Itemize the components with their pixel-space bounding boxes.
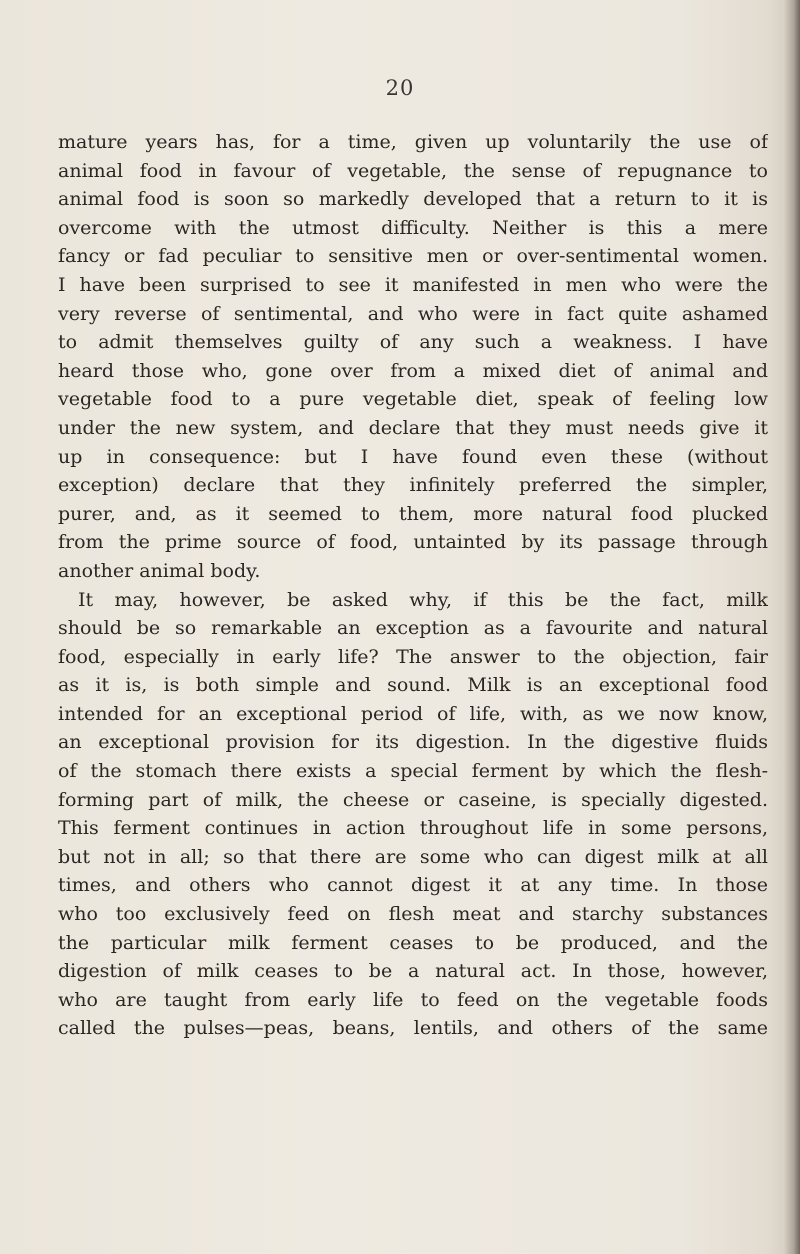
text-line: from the prime source of food, untainted by its passage through — [58, 531, 768, 554]
text-line: animal food is soon so markedly developed that a return to it is — [58, 188, 768, 211]
text-line: to admit themselves guilty of any such a weakness. I have — [58, 331, 768, 354]
text-line: of the stomach there exists a special ferment by which the flesh- — [58, 760, 768, 783]
text-line: animal food in favour of vegetable, the sense of repugnance to — [58, 159, 768, 182]
text-line: digestion of milk ceases to be a natural act. In those, however, — [58, 960, 768, 983]
text-line: called the pulses—peas, beans, lentils, and others of the same — [58, 1017, 768, 1040]
text-line: very reverse of sentimental, and who were in fact quite ashamed — [58, 302, 768, 325]
page-edge-shadow — [784, 0, 800, 1254]
text-line: but not in all; so that there are some who can digest milk at all — [58, 845, 768, 868]
text-line: vegetable food to a pure vegetable diet, speak of feeling low — [58, 388, 768, 411]
text-line: under the new system, and declare that they must needs give it — [58, 416, 768, 439]
text-line: the particular milk ferment ceases to be produced, and the — [58, 931, 768, 954]
text-line: who too exclusively feed on flesh meat and starchy substances — [58, 903, 768, 926]
text-line: as it is, is both simple and sound. Milk is an exceptional food — [58, 674, 768, 697]
text-line: exception) declare that they infinitely preferred the simpler, — [58, 474, 768, 497]
text-line: intended for an exceptional period of life, with, as we now know, — [58, 702, 768, 725]
text-line: who are taught from early life to feed on the vegetable foods — [58, 988, 768, 1011]
text-line: It may, however, be asked why, if this be the fact, milk — [78, 588, 768, 611]
text-line: heard those who, gone over from a mixed diet of animal and — [58, 359, 768, 382]
text-line: mature years has, for a time, given up voluntarily the use of — [58, 131, 768, 153]
body-text — [58, 128, 768, 1043]
text-line: up in consequence: but I have found even these (without — [58, 445, 768, 468]
text-line: should be so remarkable an exception as a favourite and natural — [58, 617, 768, 640]
text-line: purer, and, as it seemed to them, more natural food plucked — [58, 502, 768, 525]
text-line: another animal body. — [58, 559, 261, 582]
text-line: an exceptional provision for its digestion. In the digestive fluids — [58, 731, 768, 754]
text-line: I have been surprised to see it manifested in men who were the — [58, 273, 768, 296]
text-line: times, and others who cannot digest it at any time. In those — [58, 874, 768, 897]
text-line: food, especially in early life? The answer to the objection, fair — [58, 645, 768, 668]
text-line: This ferment continues in action throughout life in some persons, — [58, 817, 768, 840]
text-line: fancy or fad peculiar to sensitive men or over-sentimental women. — [58, 245, 768, 268]
text-line: overcome with the utmost difficulty. Neither is this a mere — [58, 216, 768, 239]
page-number: 20 — [385, 76, 415, 100]
text-line: forming part of milk, the cheese or caseine, is specially digested. — [58, 788, 768, 811]
